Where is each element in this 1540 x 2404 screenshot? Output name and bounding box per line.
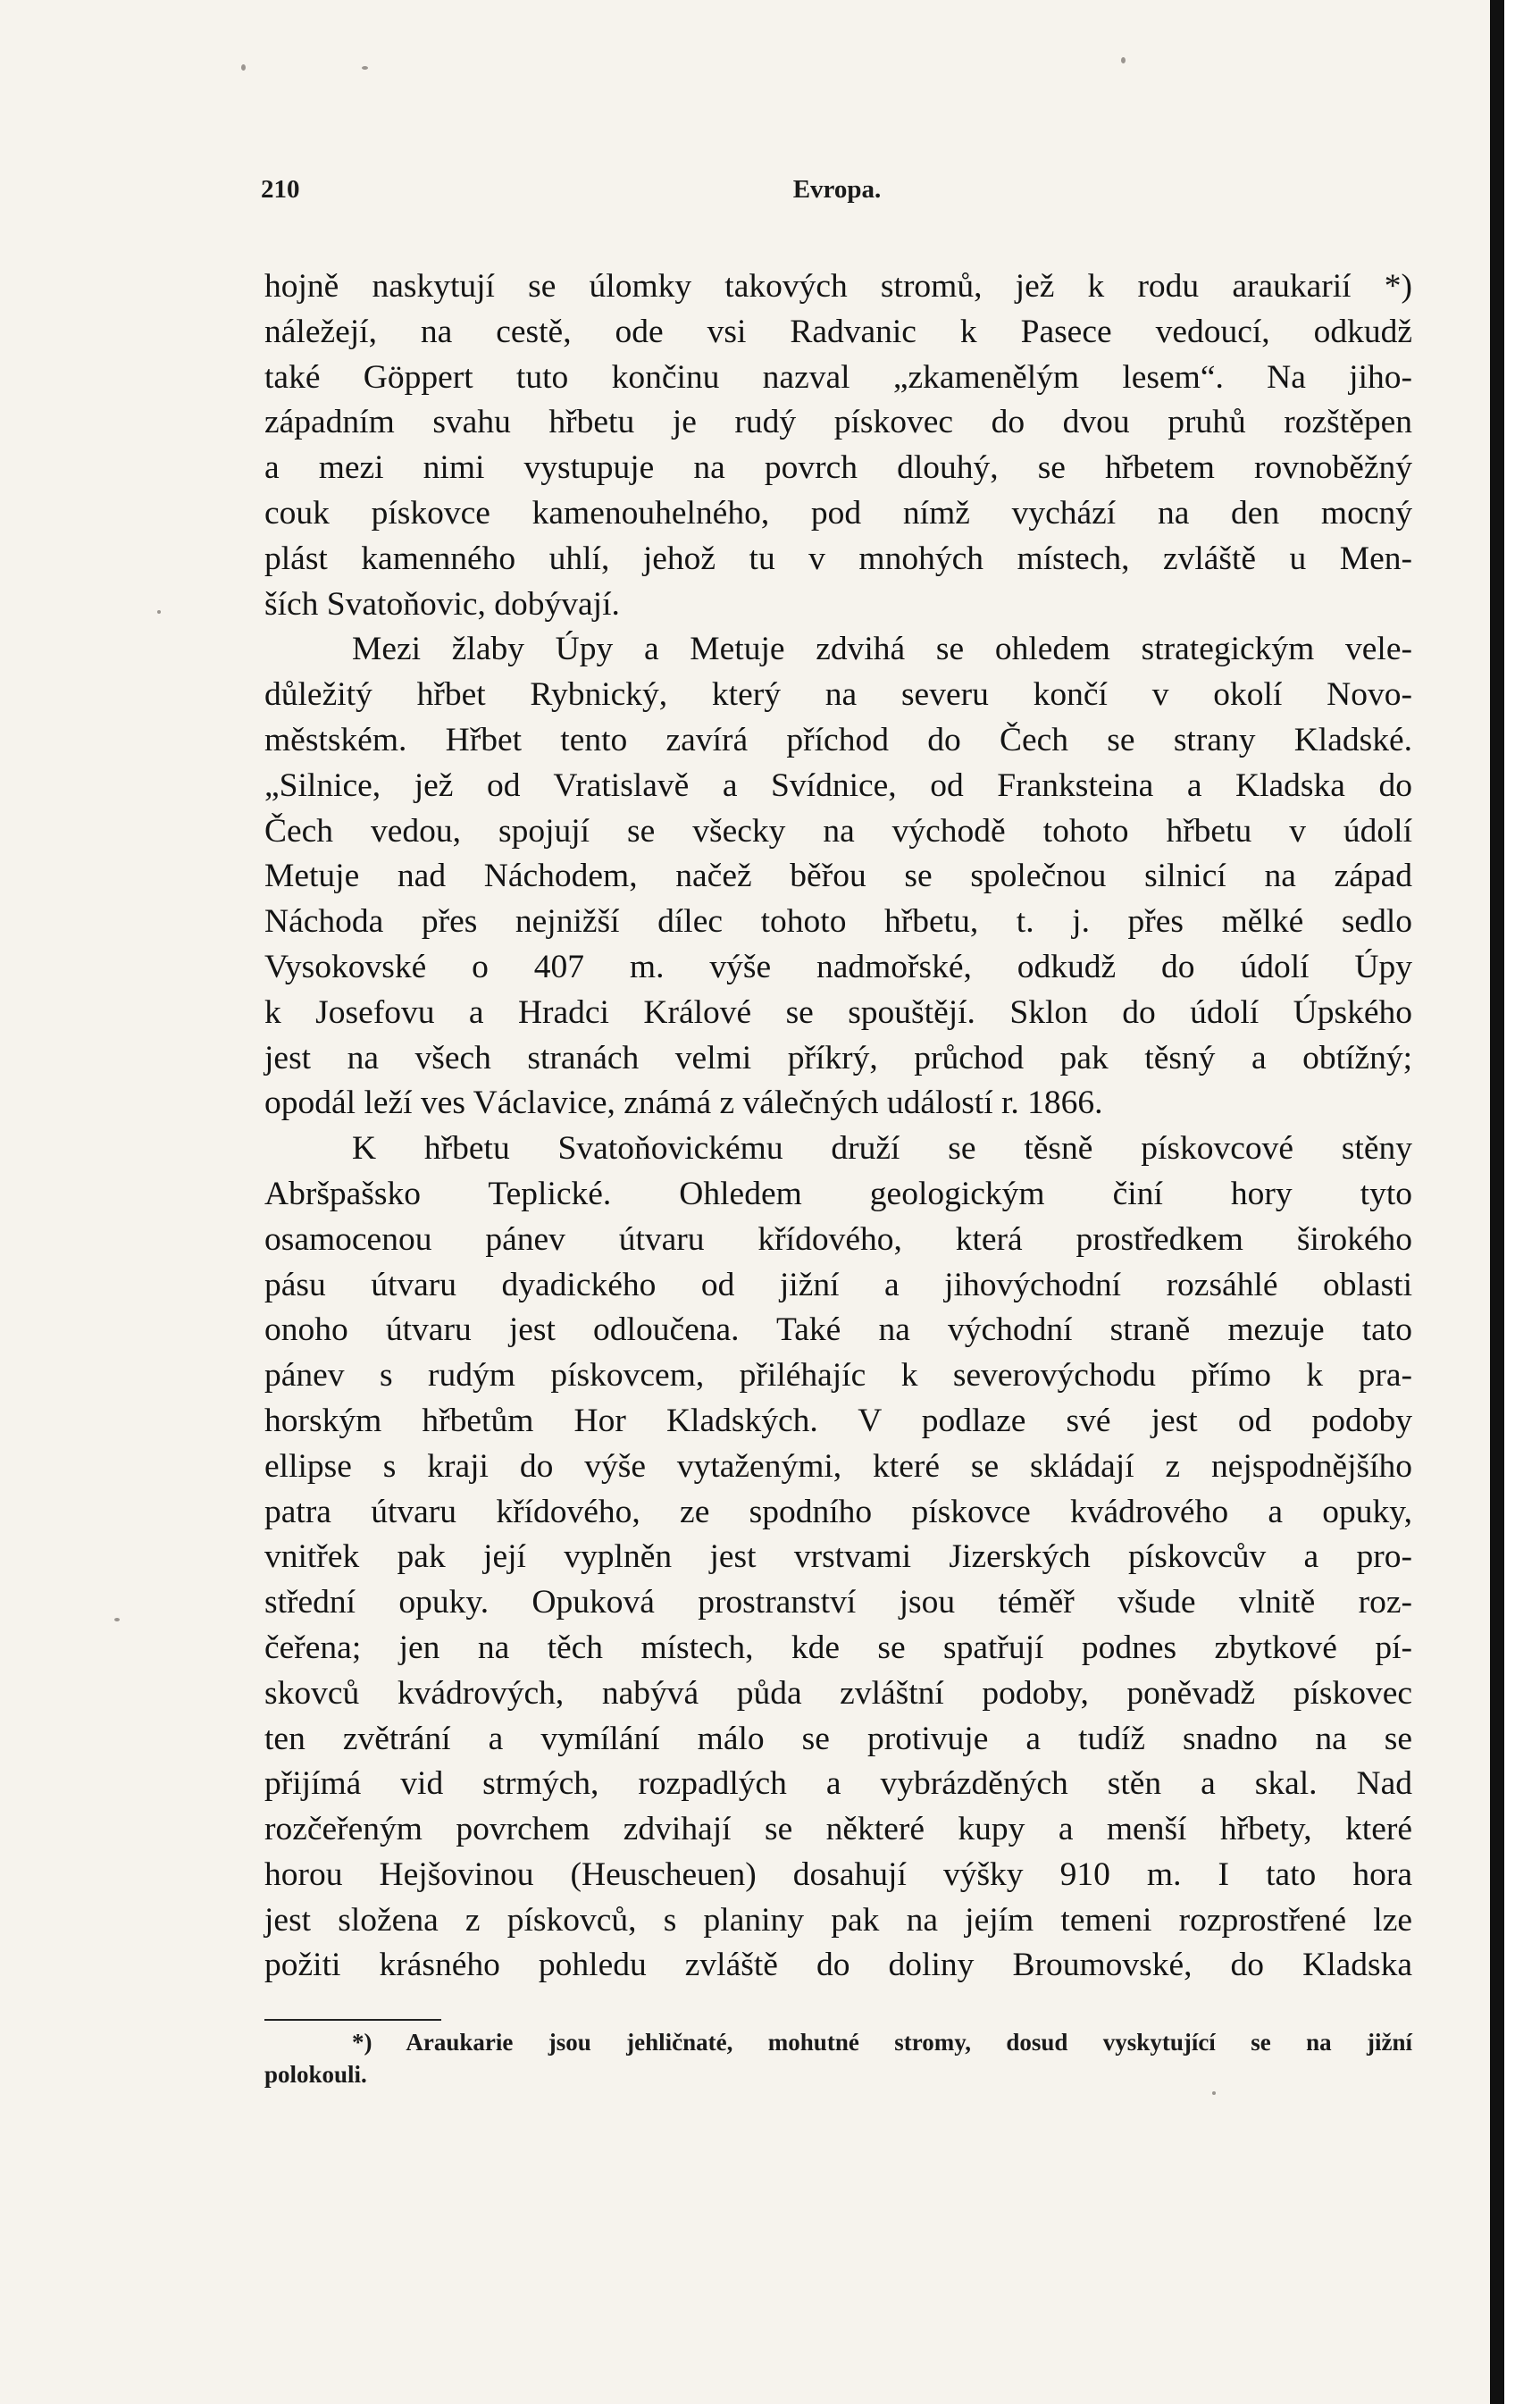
- paper-speck: [157, 610, 161, 614]
- body-text: [264, 264, 1412, 1989]
- text-line: horou Hejšovinou (Heuscheuen) dosahují výšky 910 m. I tato hora: [264, 1855, 1412, 1893]
- text-line: Mezi žlaby Úpy a Metuje zdvihá se ohledem strategickým vele-: [352, 631, 1412, 668]
- text-line: důležitý hřbet Rybnický, který na severu končí v okolí Novo-: [264, 676, 1412, 714]
- footnote-line: *) Araukarie jsou jehličnaté, mohutné stromy, dosud vyskytující se na jižní: [352, 2029, 1412, 2056]
- paper-speck: [114, 1618, 120, 1621]
- text-line: K hřbetu Svatoňovickému druží se těsně pískovcové stěny: [352, 1130, 1412, 1168]
- text-line: Abršpašsko Teplické. Ohledem geologickým činí hory tyto: [264, 1175, 1412, 1212]
- text-line: patra útvaru křídového, ze spodního pískovce kvádrového a opuky,: [264, 1493, 1412, 1530]
- running-head: [261, 175, 1413, 222]
- text-line: čeřena; jen na těch místech, kde se spatřují podnes zbytkové pí-: [264, 1629, 1412, 1666]
- text-line: přijímá vid strmých, rozpadlých a vybrázděných stěn a skal. Nad: [264, 1765, 1412, 1803]
- text-line: osamocenou pánev útvaru křídového, která prostředkem širokého: [264, 1220, 1412, 1258]
- text-line: ellipse s kraji do výše vytaženými, které se skládají z nejspodnějšího: [264, 1447, 1412, 1485]
- footnote-line: polokouli.: [264, 2061, 367, 2088]
- text-line: náležejí, na cestě, ode vsi Radvanic k Pasece vedoucí, odkudž: [264, 313, 1412, 350]
- text-line: pásu útvaru dyadického od jižní a jihovýchodní rozsáhlé oblasti: [264, 1266, 1412, 1303]
- page-number: 210: [261, 175, 300, 204]
- text-line: Čech vedou, spojují se všecky na východě tohoto hřbetu v údolí: [264, 812, 1412, 850]
- footnote: [264, 2026, 1412, 2090]
- text-line: k Josefovu a Hradci Králové se spouštějí. Sklon do údolí Úpského: [264, 993, 1412, 1031]
- text-line: požiti krásného pohledu zvláště do doliny Broumovské, do Kladska: [264, 1947, 1412, 1984]
- text-line: jest složena z pískovců, s planiny pak na jejím temeni rozprostřené lze: [264, 1901, 1412, 1939]
- text-line: opodál leží ves Václavice, známá z válečných událostí r. 1866.: [264, 1085, 1103, 1122]
- text-line: západním svahu hřbetu je rudý pískovec do dvou pruhů rozštěpen: [264, 404, 1412, 441]
- text-line: Vysokovské o 407 m. výše nadmořské, odkudž do údolí Úpy: [264, 948, 1412, 985]
- text-line: skovců kvádrových, nabývá půda zvláštní podoby, poněvadž pískovec: [264, 1674, 1412, 1712]
- paper-speck: [1212, 2091, 1216, 2095]
- text-line: „Silnice, jež od Vratislavě a Svídnice, od Franksteina a Kladska do: [264, 766, 1412, 804]
- text-line: a mezi nimi vystupuje na povrch dlouhý, se hřbetem rovnoběžný: [264, 449, 1412, 487]
- text-line: Metuje nad Náchodem, načež běřou se společnou silnicí na západ: [264, 858, 1412, 895]
- text-line: Náchoda přes nejnižší dílec tohoto hřbetu, t. j. přes mělké sedlo: [264, 903, 1412, 941]
- text-line: pánev s rudým pískovcem, přiléhajíc k severovýchodu přímo k pra-: [264, 1357, 1412, 1395]
- page-edge-shadow: [1490, 0, 1504, 2404]
- text-line: plást kamenného uhlí, jehož tu v mnohých místech, zvláště u Men-: [264, 540, 1412, 577]
- text-line: ších Svatoňovic, dobývají.: [264, 585, 620, 623]
- text-line: horským hřbetům Hor Kladských. V podlaze své jest od podoby: [264, 1402, 1412, 1439]
- text-line: také Göppert tuto končinu nazval „zkamenělým lesem“. Na jiho-: [264, 358, 1412, 396]
- text-line: onoho útvaru jest odloučena. Také na východní straně mezuje tato: [264, 1311, 1412, 1349]
- text-line: střední opuky. Opuková prostranství jsou téměř všude vlnitě roz-: [264, 1584, 1412, 1621]
- text-line: rozčeřeným povrchem zdvihají se některé kupy a menší hřbety, které: [264, 1811, 1412, 1848]
- paper-speck: [1121, 57, 1126, 63]
- text-line: couk pískovce kamenouhelného, pod nímž vychází na den mocný: [264, 494, 1412, 532]
- text-line: hojně naskytují se úlomky takových stromů, jež k rodu araukarií *): [264, 268, 1412, 305]
- text-line: vnitřek pak její vyplněn jest vrstvami Jizerských pískovcův a pro-: [264, 1538, 1412, 1576]
- scan-margin: [1504, 0, 1540, 2404]
- paper-speck: [241, 64, 246, 71]
- paper-speck: [362, 66, 368, 70]
- text-line: ten zvětrání a vymílání málo se protivuje a tudíž snadno na se: [264, 1720, 1412, 1757]
- text-line: jest na všech stranách velmi příkrý, průchod pak těsný a obtížný;: [264, 1039, 1412, 1076]
- footnote-rule: [264, 2019, 441, 2021]
- text-line: městském. Hřbet tento zavírá příchod do Čech se strany Kladské.: [264, 721, 1412, 758]
- section-title: Evropa.: [792, 175, 882, 204]
